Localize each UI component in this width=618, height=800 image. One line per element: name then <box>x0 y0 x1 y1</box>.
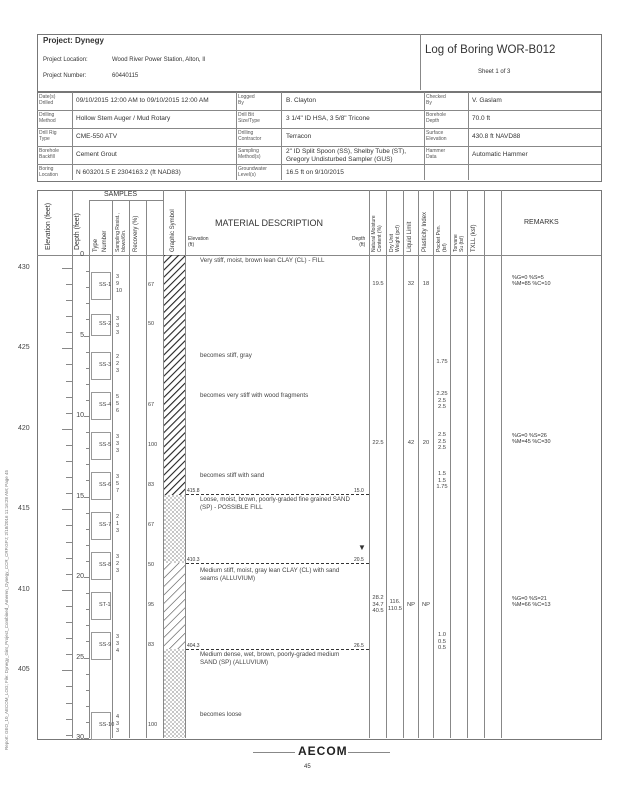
graphic-log <box>164 255 185 738</box>
elevation-tick: 415 <box>18 505 30 513</box>
info-label: By <box>238 100 244 106</box>
pocket-pen-5: 1.0 0.5 0.5 <box>437 632 447 651</box>
info-label: Surface <box>426 130 444 136</box>
contact-depth-3: 26.5 <box>354 643 364 649</box>
info-label: Drill Rig <box>39 130 57 136</box>
clay-layer <box>164 563 185 649</box>
elevation-tick: 420 <box>18 424 30 432</box>
moisture-1: 19.5 <box>372 281 384 287</box>
unit-weight-1: 116. 110.5 <box>387 599 403 612</box>
info-value: Automatic Hammer <box>472 151 528 158</box>
info-value: 16.5 ft on 9/10/2015 <box>286 169 344 176</box>
sand-layer-2 <box>164 649 185 738</box>
depth-tick: 0 <box>80 251 84 258</box>
sample-blows: 3 9 10 <box>116 274 123 294</box>
sample-recovery: 67 <box>148 402 155 408</box>
elevation-tick: 410 <box>18 585 30 593</box>
pocket-pen-3: 2.5 2.5 2.5 <box>437 432 447 451</box>
elev-sub-header: Elevation (ft) <box>188 236 209 248</box>
info-label: Size/Type <box>238 118 260 124</box>
fill-layer <box>164 255 185 495</box>
sample-number: SS-9 <box>99 642 112 648</box>
liquid-limit-1: 32 <box>407 281 415 287</box>
pocket-pen-4: 1.5 1.5 1.75 <box>436 471 448 490</box>
info-label: Drill Bit <box>238 112 254 118</box>
info-label: Location <box>39 172 58 178</box>
info-label: Borehole <box>426 112 447 118</box>
unit-weight-col-header: Dry Unit Weight (pcf) <box>389 225 401 252</box>
info-value: 09/10/2015 12:00 AM to 09/10/2015 12:00 AM <box>76 97 209 104</box>
sample-recovery: 95 <box>148 602 155 608</box>
info-label: Drilling <box>39 112 55 118</box>
info-label: Boring <box>39 166 54 172</box>
samples-header: SAMPLES <box>104 191 138 198</box>
project-number: 60440115 <box>112 73 139 79</box>
info-label: Groundwater <box>238 166 267 172</box>
project-number-label: Project Number: <box>43 73 87 79</box>
info-label: Level(s) <box>238 172 256 178</box>
contact-line-1 <box>186 494 369 495</box>
info-label: Method(s) <box>238 154 261 160</box>
remark-3: %G=0 %S=21 %M=66 %C=13 <box>512 596 551 608</box>
blows-col-header: Sampling Resist., blows/6in. <box>115 213 127 252</box>
contact-elev-1: 415.8 <box>187 488 200 494</box>
info-label: Elevation <box>426 136 447 142</box>
depth-sub-header: Depth (ft) <box>352 236 366 248</box>
material-header: MATERIAL DESCRIPTION <box>215 218 324 228</box>
depth-tick: 20 <box>76 573 84 580</box>
depth-tick: 10 <box>76 412 84 419</box>
sample-blows: 2 2 3 <box>116 354 120 374</box>
recovery-col-header: Recovery (%) <box>133 215 139 252</box>
remark-2: %G=0 %S=26 %M=45 %C=30 <box>512 433 551 445</box>
info-value: 2" ID Split Spoon (SS), Shelby Tube (ST), Gregory Undisturbed Sampler (GUS) <box>286 148 407 163</box>
moisture-2: 22.5 <box>372 440 384 446</box>
groundwater-icon: ▼ <box>358 543 366 552</box>
info-label: Type <box>39 136 50 142</box>
sample-number: SS-4 <box>99 402 112 408</box>
contact-elev-2: 410.3 <box>187 557 200 563</box>
contact-line-2 <box>186 563 369 564</box>
info-label: Sampling <box>238 148 259 154</box>
sample-number: SS-3 <box>99 362 112 368</box>
report-side-text: Report: GEO_10_AECOM_LOG; File: Dynegy_Gint_Project_Combined_Ameren_Dynegy_CCR_CRP.GPJ; 2/18/2016 11:16:28 AM; Page 45 <box>4 470 9 750</box>
sample-recovery: 50 <box>148 562 155 568</box>
info-label: Borehole <box>39 148 60 154</box>
sample-blows: 3 3 4 <box>116 634 120 654</box>
info-label: Date(s) <box>39 94 56 100</box>
info-label: Data <box>426 154 437 160</box>
elevation-tick: 405 <box>18 666 30 674</box>
info-label: Drilling <box>238 130 254 136</box>
depth-tick: 30 <box>76 734 84 741</box>
liquid-limit-3: NP <box>406 602 416 608</box>
moisture-col-header: Natural Moisture Content (%) <box>371 215 383 252</box>
desc-5: Loose, moist, brown, poorly-graded fine grained SAND (SP) - POSSIBLE FILL <box>200 496 350 511</box>
project-location-label: Project Location: <box>43 57 88 63</box>
sample-blows: 3 2 3 <box>116 554 120 574</box>
info-label: By <box>426 100 432 106</box>
remarks-header: REMARKS <box>524 219 559 226</box>
elevation-tick: 430 <box>18 263 30 271</box>
sample-number: SS-6 <box>99 482 112 488</box>
sample-recovery: 100 <box>148 722 158 728</box>
sample-number: SS-1 <box>99 282 112 288</box>
sample-number: ST-1 <box>99 602 111 608</box>
desc-2: becomes stiff, gray <box>200 352 252 359</box>
aecom-logo: AECOM <box>298 744 348 758</box>
info-value: Cement Grout <box>76 151 117 158</box>
depth-col-header: Depth (feet) <box>74 213 81 250</box>
contact-line-3 <box>186 649 369 650</box>
desc-3: becomes very stiff with wood fragments <box>200 392 309 399</box>
sample-recovery: 83 <box>148 642 155 648</box>
info-label: Method <box>39 118 56 124</box>
desc-6: Medium stiff, moist, gray lean CLAY (CL) with sand seams (ALLUVIUM) <box>200 567 340 582</box>
info-label: Checked <box>426 94 446 100</box>
sample-number: SS-7 <box>99 522 112 528</box>
project-location: Wood River Power Station, Alton, Il <box>112 57 206 63</box>
info-value: 3 1/4" ID HSA, 3 5/8" Tricone <box>286 115 370 122</box>
sample-blows: 2 1 3 <box>116 514 120 534</box>
log-title: Log of Boring WOR-B012 <box>425 44 556 56</box>
liquid-limit-2: 42 <box>407 440 415 446</box>
pocket-pen-col-header: Pocket Pen. (tsf) <box>436 225 448 252</box>
sample-blows: 4 3 3 <box>116 714 120 734</box>
info-value: V. Gaslam <box>472 97 502 104</box>
elevation-tick: 425 <box>18 344 30 352</box>
info-value: Terracon <box>286 133 312 140</box>
info-value: 430.8 ft NAVD88 <box>472 133 521 140</box>
page-number: 45 <box>304 764 311 770</box>
sample-number: SS-8 <box>99 562 112 568</box>
info-label: Contractor <box>238 136 262 142</box>
type-col-header: Type <box>93 238 99 252</box>
pocket-pen-1: 1.75 <box>436 359 448 365</box>
sample-number: SS-10 <box>99 722 115 728</box>
contact-elev-3: 404.3 <box>187 643 200 649</box>
plasticity-col-header: Plasticity Index <box>422 211 428 252</box>
sample-blows: 3 3 3 <box>116 434 120 454</box>
info-label: Logged <box>238 94 255 100</box>
plasticity-2: 20 <box>422 440 430 446</box>
sample-number: SS-2 <box>99 321 112 327</box>
info-label: Backfill <box>39 154 55 160</box>
project-name: Project: Dynegy <box>43 36 104 45</box>
sample-blows: 5 5 6 <box>116 394 120 414</box>
desc-7: Medium dense, wet, brown, poorly-graded medium SAND (SP) (ALLUVIUM) <box>200 651 340 666</box>
pocket-pen-2: 2.25 2.5 2.5 <box>436 391 448 410</box>
sand-layer-1 <box>164 495 185 563</box>
number-col-header: Number <box>102 230 108 252</box>
moisture-3: 28.2 34.7 40.5 <box>372 595 384 614</box>
info-label: Depth <box>426 118 440 124</box>
info-value: CME-550 ATV <box>76 133 118 140</box>
info-value: 70.0 ft <box>472 115 491 122</box>
remark-1: %G=0 %S=5 %M=85 %C=10 <box>512 275 551 287</box>
sample-recovery: 50 <box>148 321 155 327</box>
sample-recovery: 100 <box>148 442 158 448</box>
sample-recovery: 67 <box>148 522 155 528</box>
sample-number: SS-5 <box>99 442 112 448</box>
liquid-limit-col-header: Liquid Limit <box>407 221 413 252</box>
plasticity-3: NP <box>421 602 431 608</box>
info-value: Hollow Stem Auger / Mud Rotary <box>76 115 171 122</box>
depth-tick: 15 <box>76 492 84 500</box>
sheet-number: Sheet 1 of 3 <box>478 69 511 75</box>
depth-tick: 5 <box>80 331 84 339</box>
sample-blows: 3 3 3 <box>116 316 120 336</box>
graphic-col-header: Graphic Symbol <box>170 209 176 252</box>
info-value: B. Clayton <box>286 97 316 104</box>
torvane-col-header: Torvane Su (tsf) <box>453 234 465 252</box>
plasticity-1: 18 <box>422 281 430 287</box>
info-label: Drilled <box>39 100 54 106</box>
sample-blows: 3 5 7 <box>116 474 120 494</box>
info-value: N 603201.5 E 2304163.2 (ft NAD83) <box>76 169 181 176</box>
desc-8: becomes loose <box>200 711 242 718</box>
desc-1: Very stiff, moist, brown lean CLAY (CL) - FILL <box>200 257 325 264</box>
txll-col-header: TXLL (ksf) <box>471 224 477 252</box>
desc-4: becomes stiff with sand <box>200 472 265 479</box>
sample-recovery: 83 <box>148 482 155 488</box>
elevation-col-header: Elevation (feet) <box>45 202 52 250</box>
depth-tick: 25 <box>76 653 84 661</box>
contact-depth-1: 15.0 <box>354 488 364 494</box>
sample-recovery: 67 <box>148 282 155 288</box>
info-label: Hammer <box>426 148 446 154</box>
contact-depth-2: 20.5 <box>354 557 364 563</box>
